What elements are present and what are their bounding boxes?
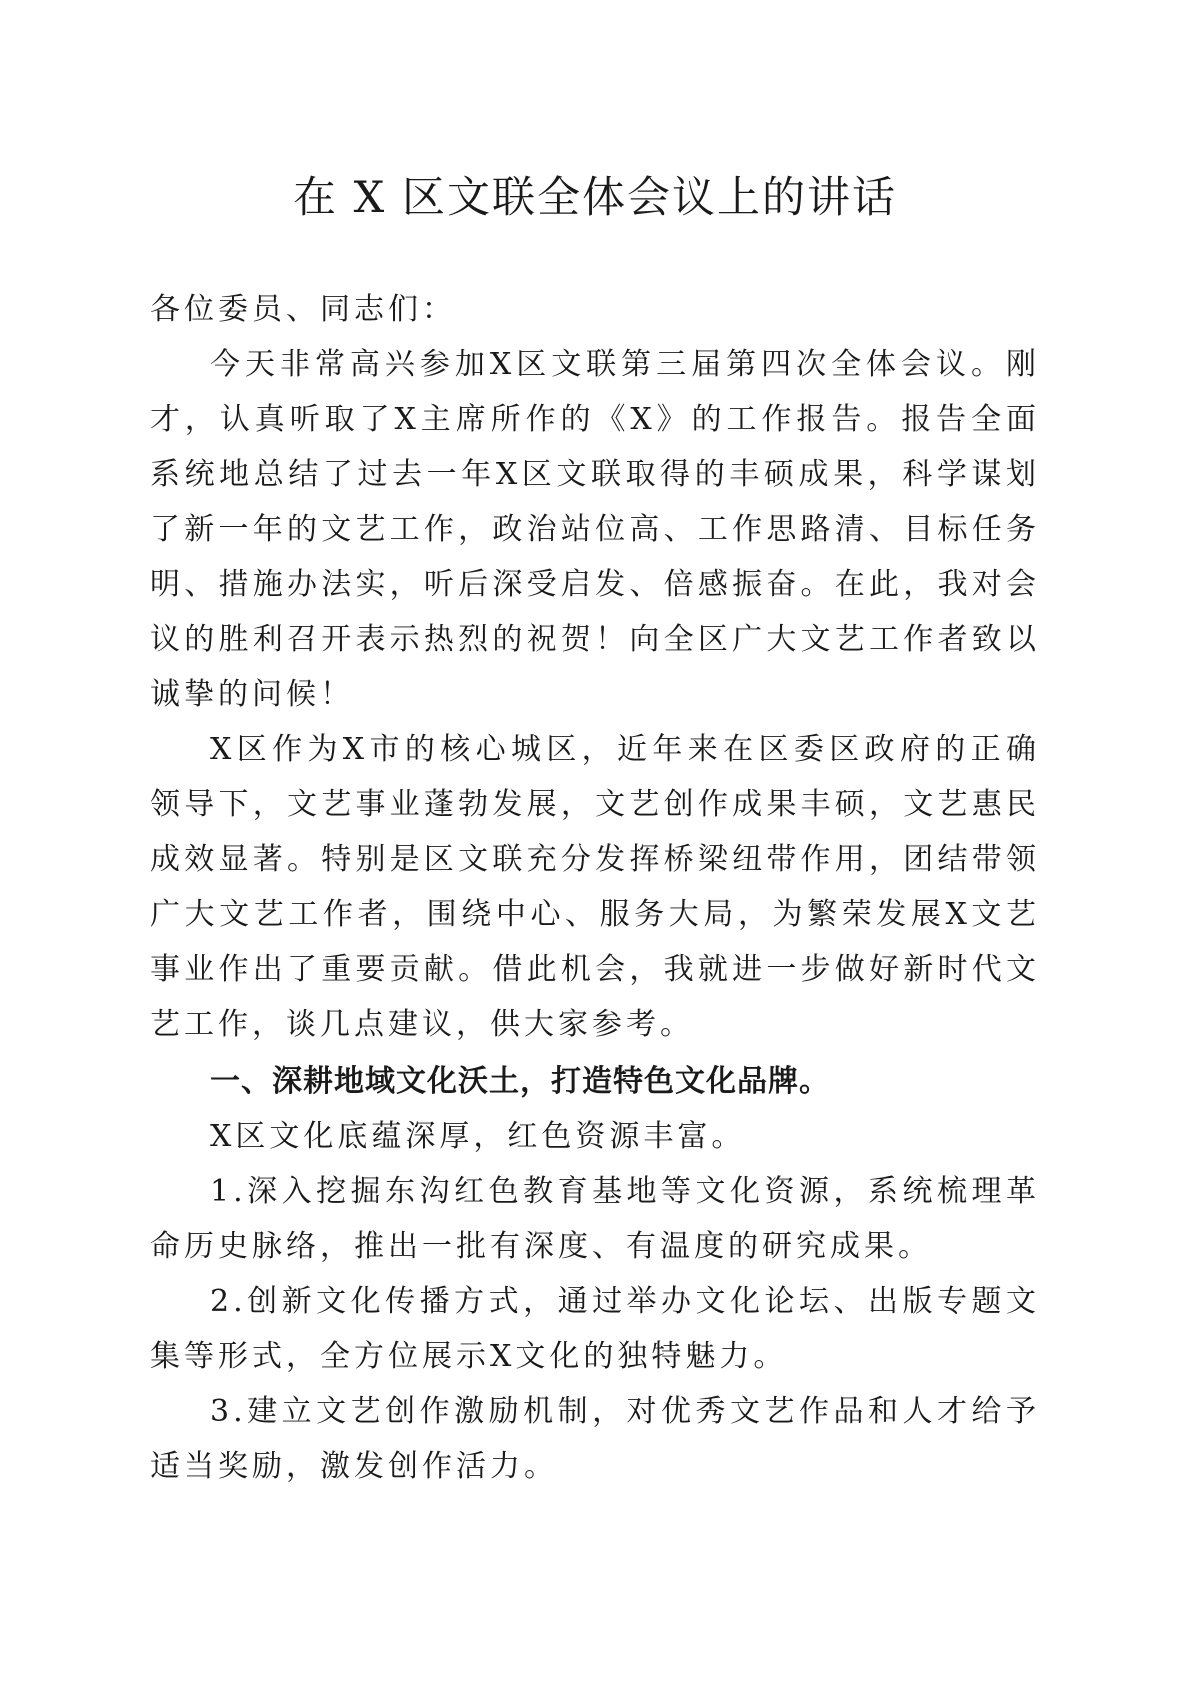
list-item: 3.建立文艺创作激励机制，对优秀文艺作品和人才给予适当奖励，激发创作活力。 [150,1394,1040,1484]
section-heading: 一、深耕地域文化沃土，打造特色文化品牌。 [210,1064,830,1099]
document-body [150,282,1040,1494]
list-item: 1.深入挖掘东沟红色教育基地等文化资源，系统梳理革命历史脉络，推出一批有深度、有温度的研究成果。 [150,1174,1040,1264]
paragraph-context: X区作为X市的核心城区，近年来在区委区政府的正确领导下，文艺事业蓬勃发展，文艺创作成果丰硕，文艺惠民成效显著。特别是区文联充分发挥桥梁纽带作用，团结带领广大文艺工作者，围绕中心、服务大局，为繁荣发展X文艺事业作出了重要贡献。借此机会，我就进一步做好新时代文艺工作，谈几点建议，供大家参考。 [150,732,1040,1042]
list-item: 2.创新文化传播方式，通过举办文化论坛、出版专题文集等形式，全方位展示X文化的独特魅力。 [150,1284,1040,1374]
section-intro: X区文化底蕴深厚，红色资源丰富。 [210,1119,746,1154]
salutation: 各位委员、同志们： [150,292,456,327]
document-title: 在 X 区文联全体会议上的讲话 [293,173,897,223]
paragraph-opening: 今天非常高兴参加X区文联第三届第四次全体会议。刚才，认真听取了X主席所作的《X》的工作报告。报告全面系统地总结了过去一年X区文联取得的丰硕成果，科学谋划了新一年的文艺工作，政治站位高、工作思路清、目标任务明、措施办法实，听后深受启发、倍感振奋。在此，我对会议的胜利召开表示热烈的祝贺！向全区广大文艺工作者致以诚挚的问候！ [150,347,1040,712]
